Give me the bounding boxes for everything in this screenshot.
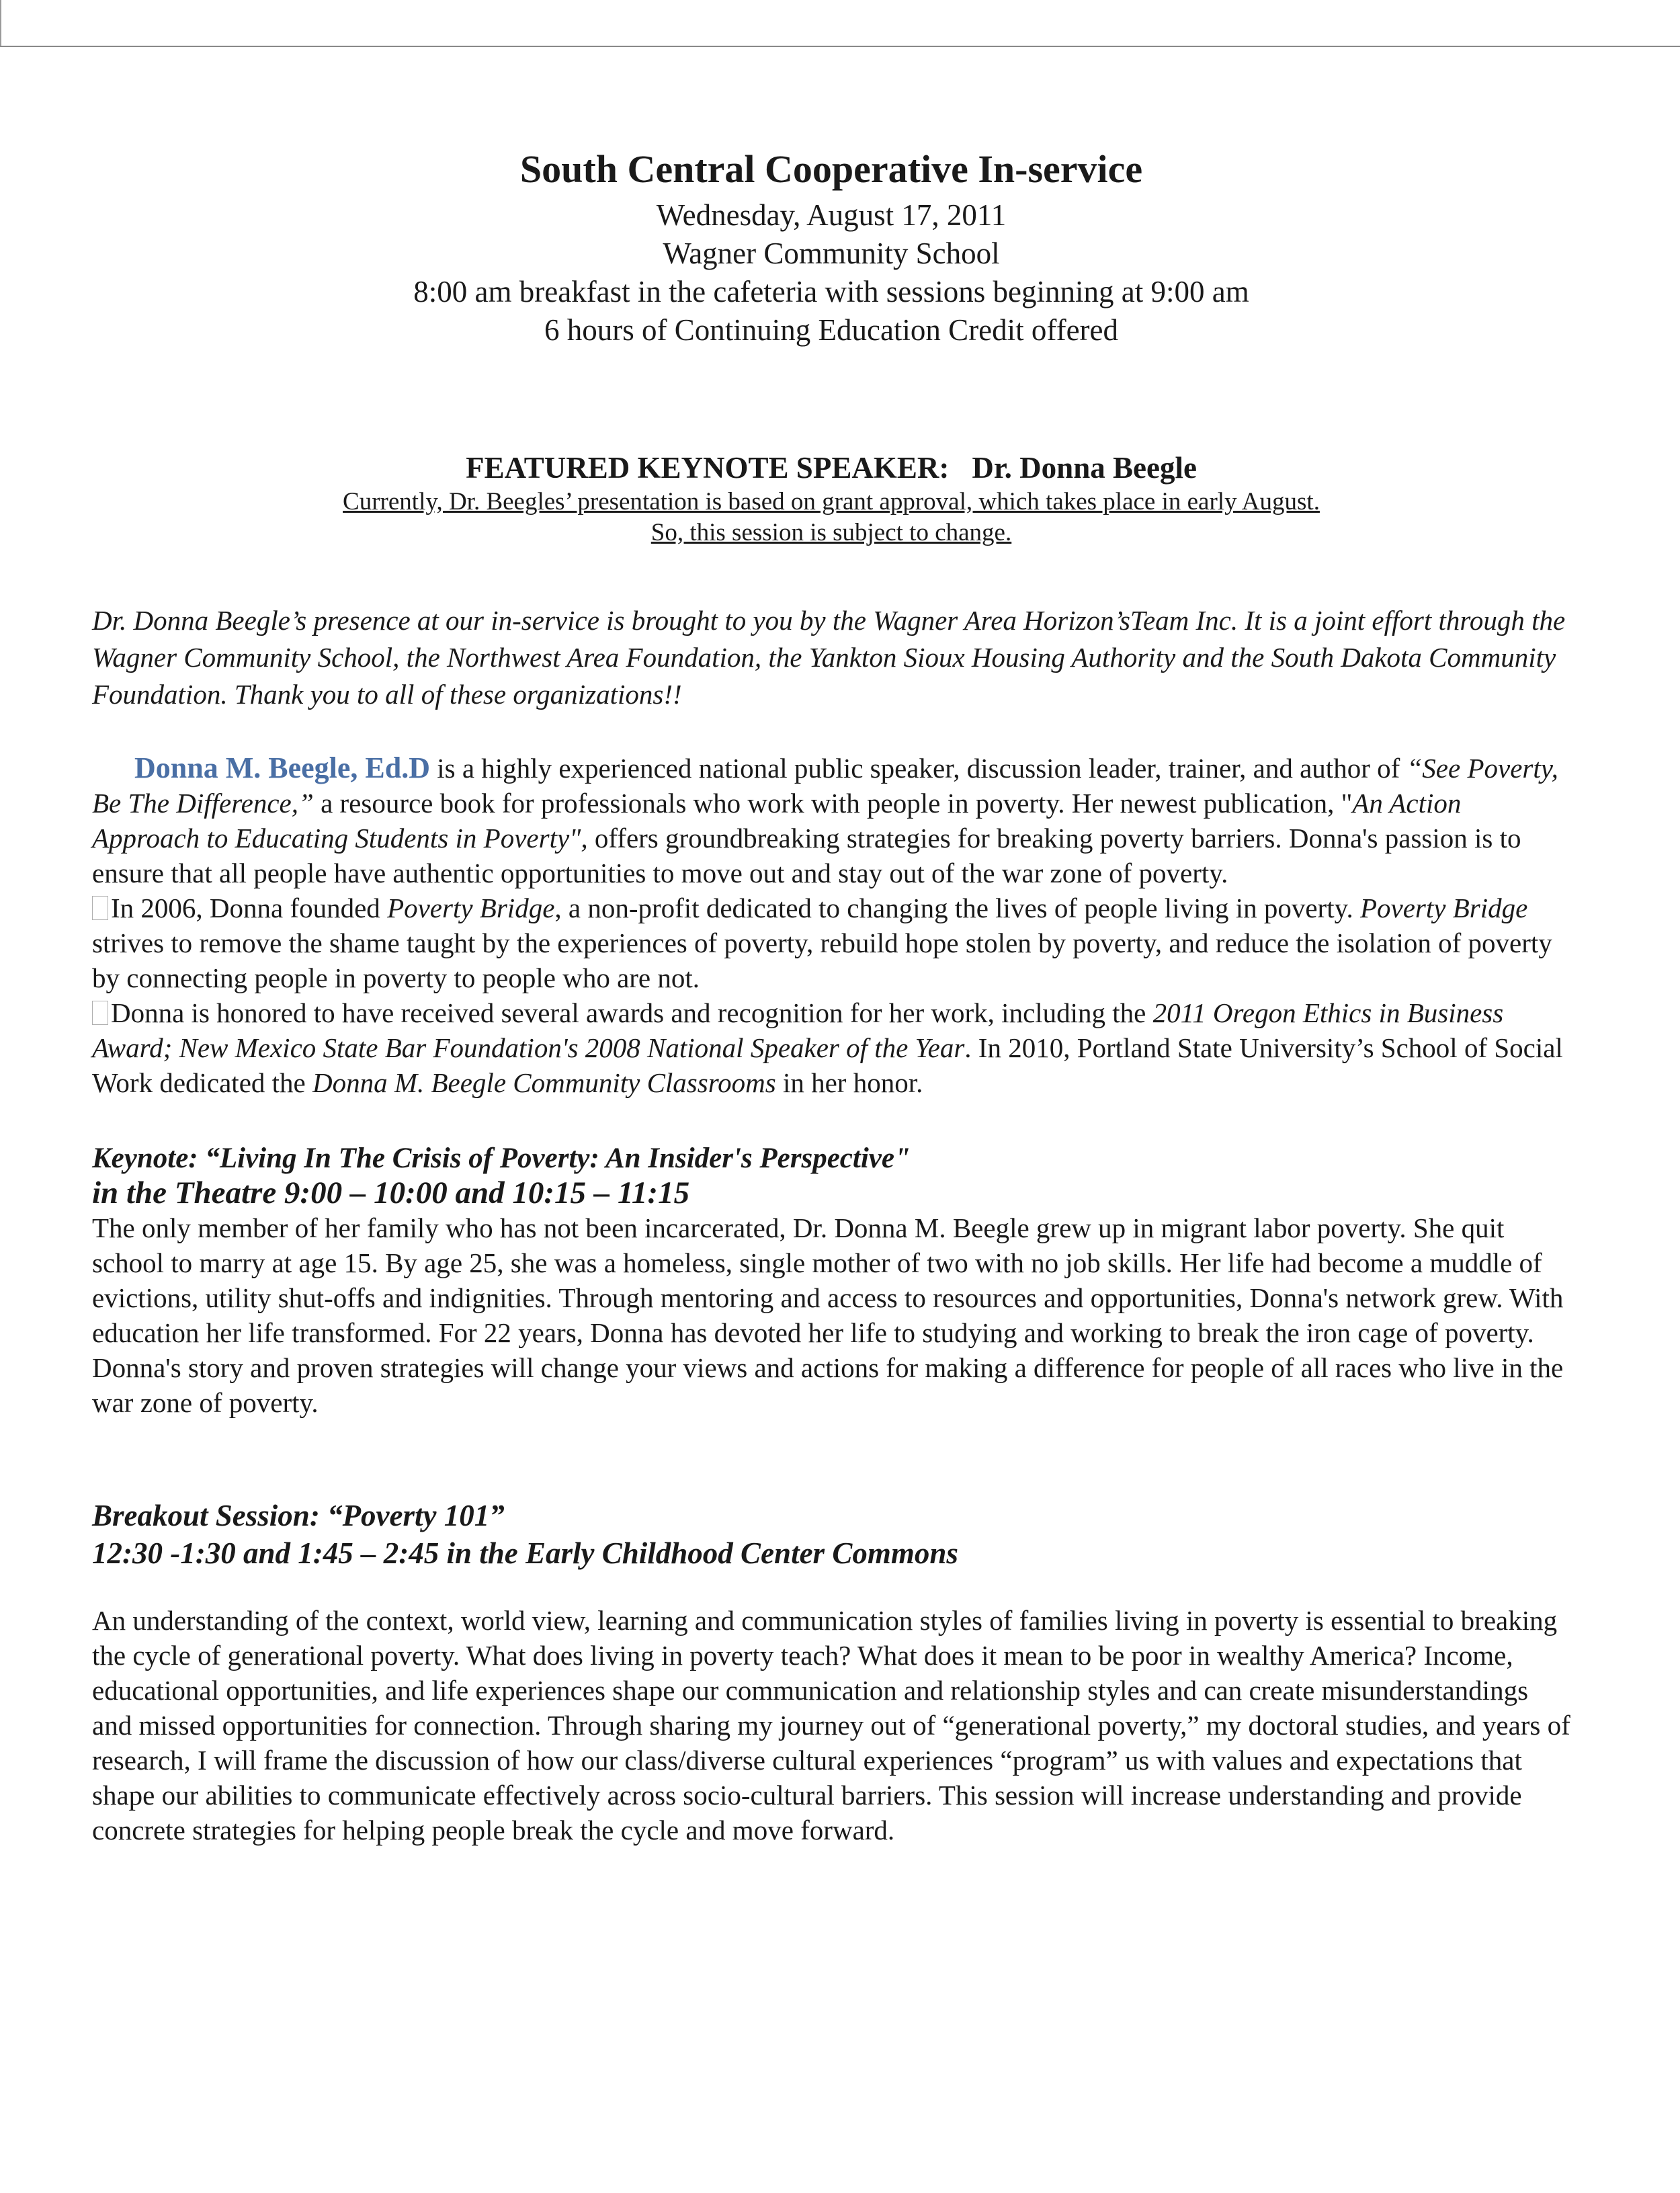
- breakout-session: [92, 1497, 1570, 1848]
- bio-text: . In 2010, Portland State University’s School of Social Work dedicated the: [92, 1032, 1563, 1098]
- event-credit: 6 hours of Continuing Education Credit offered: [544, 313, 1118, 347]
- document-page: [92, 148, 1570, 1848]
- event-schedule: 8:00 am breakfast in the cafeteria with sessions beginning at 9:00 am: [413, 275, 1249, 308]
- keynote-session: [92, 1142, 1570, 1420]
- featured-speaker-name: Dr. Donna Beegle: [972, 451, 1197, 485]
- approval-notice-line1: Currently, Dr. Beegles’ presentation is based on grant approval, which takes place in early August.: [343, 488, 1320, 515]
- award-name: 2011 Oregon Ethics in Business Award: [92, 997, 1504, 1063]
- event-location: Wagner Community School: [663, 237, 1000, 270]
- breakout-title: Breakout Session: “Poverty 101”: [92, 1499, 505, 1532]
- sponsor-intro: Dr. Donna Beegle’s presence at our in-service is brought to you by the Wagner Area Horizon’sTeam Inc. It is a joint effort through the Wagner Community School, the Northwest Area Foundation, the Yankton Sioux Housing Authority and the South Dakota Community Foundation. Thank you to all of these organizations!!: [92, 605, 1566, 710]
- bio-text: a resource book for professionals who work with people in poverty. Her newest publication, ": [313, 788, 1353, 819]
- award-name: New Mexico State Bar Foundation's 2008 National Speaker of the Year: [179, 1032, 965, 1063]
- book-title: “See Poverty, Be The Difference,”: [92, 753, 1558, 819]
- featured-label: FEATURED KEYNOTE SPEAKER:: [466, 451, 950, 485]
- keynote-time: in the Theatre 9:00 – 10:00 and 10:15 – 11:15: [92, 1175, 690, 1210]
- keynote-description: The only member of her family who has not been incarcerated, Dr. Donna M. Beegle grew up in migrant labor poverty. She quit school to marry at age 15. By age 25, she was a homeless, single mother of two with no job skills. Her life had become a muddle of evictions, utility shut-offs and indignities. Through mentoring and access to resources and opportunities, Donna's network grew. With education her life transformed. For 22 years, Donna has devoted her life to studying and working to break the iron cage of poverty. Donna's story and proven strategies will change your views and actions for making a difference for people of all races who live in the war zone of poverty.: [92, 1212, 1564, 1418]
- speaker-full-name: Donna M. Beegle, Ed.D: [134, 751, 430, 784]
- approval-notice-line2: So, this session is subject to change.: [650, 519, 1012, 546]
- bio-text: , a non-profit dedicated to changing the lives of people living in poverty.: [554, 893, 1360, 923]
- bio-text: In 2006, Donna founded: [111, 893, 388, 923]
- scan-border-top: [0, 46, 1680, 47]
- keynote-title: Keynote: “Living In The Crisis of Poverty: An Insider's Perspective": [92, 1143, 911, 1174]
- bio-paragraph-2: [92, 891, 1570, 995]
- bio-text: in her honor.: [775, 1067, 923, 1098]
- scan-border-left: [0, 0, 1, 47]
- publication-title: An Action Approach to Educating Students in Poverty",: [92, 788, 1462, 854]
- breakout-description: An understanding of the context, world view, learning and communication styles of families living in poverty is essential to breaking the cycle of generational poverty. What does living in poverty teach? What does it mean to be poor in wealthy America? Income, educational opportunities, and life experiences shape our communication and relationship styles and can create misunderstandings and missed opportunities for connection. Through sharing my journey out of “generational poverty,” my doctoral studies, and years of research, I will frame the discussion of how our class/diverse cultural experiences “program” us with values and expectations that shape our abilities to communicate effectively across socio-cultural barriers. This session will increase understanding and provide concrete strategies for helping people break the cycle and move forward.: [92, 1605, 1570, 1846]
- speaker-bio: [92, 751, 1570, 1100]
- organization-name: Poverty Bridge: [387, 893, 555, 923]
- event-header: [92, 148, 1570, 349]
- bio-paragraph-1: [92, 751, 1570, 891]
- bio-paragraph-3: [92, 995, 1570, 1100]
- bio-text: offers groundbreaking strategies for breaking poverty barriers. Donna's passion is to ensure that all people have authentic opportunities to move out and stay out of the war zone of poverty.: [92, 823, 1521, 888]
- bullet-placeholder-icon: [92, 1001, 108, 1025]
- bullet-placeholder-icon: [92, 896, 108, 920]
- featured-speaker-heading: [92, 449, 1570, 487]
- bio-text: ;: [163, 1032, 179, 1063]
- classroom-name: Donna M. Beegle Community Classrooms: [312, 1067, 776, 1098]
- organization-name: Poverty Bridge: [1359, 893, 1528, 923]
- bio-text: Donna is honored to have received several awards and recognition for her work, including the: [111, 997, 1153, 1028]
- event-date: Wednesday, August 17, 2011: [656, 198, 1007, 232]
- event-title: South Central Cooperative In-service: [519, 147, 1143, 191]
- bio-text: is a highly experienced national public speaker, discussion leader, trainer, and author of: [430, 753, 1407, 784]
- bio-text: strives to remove the shame taught by the experiences of poverty, rebuild hope stolen by poverty, and reduce the isolation of poverty by connecting people in poverty to people who are not.: [92, 927, 1552, 993]
- breakout-time: 12:30 -1:30 and 1:45 – 2:45 in the Early Childhood Center Commons: [92, 1536, 958, 1570]
